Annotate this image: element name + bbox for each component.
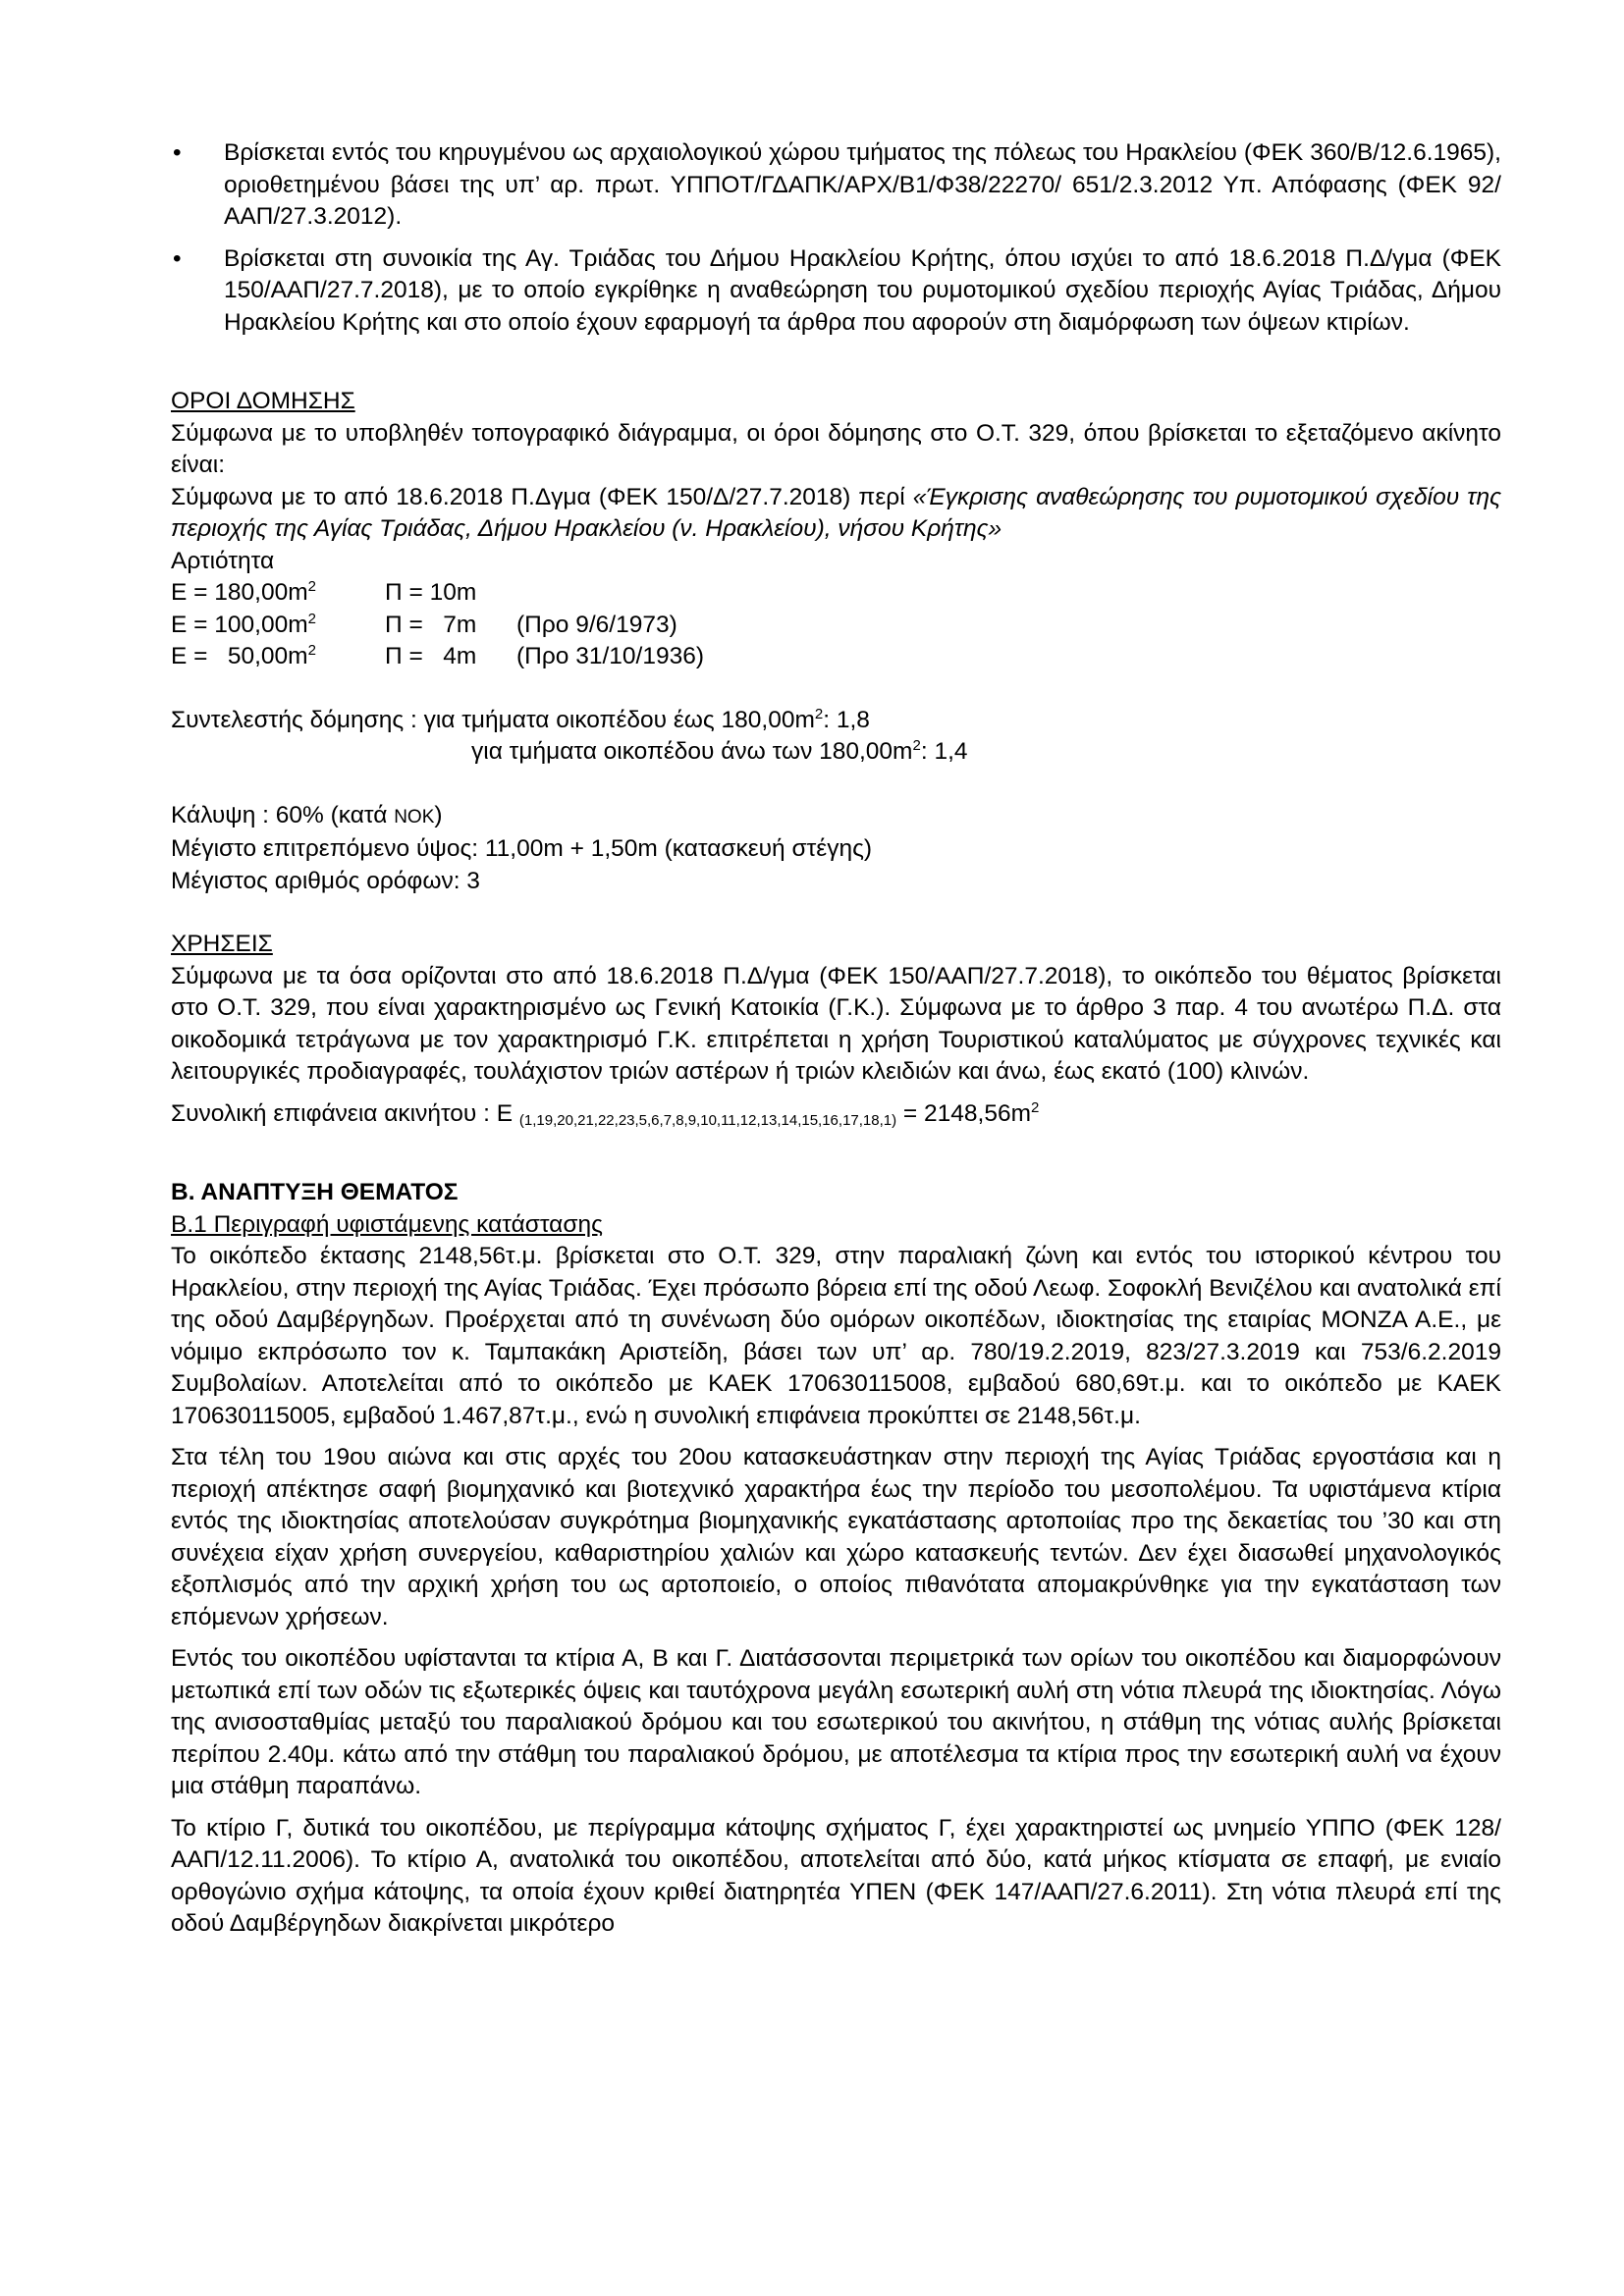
artiotita-label: Αρτιότητα (171, 547, 275, 574)
subsection-heading-b1: Β.1 Περιγραφή υφιστάμενης κατάστασης (171, 1210, 603, 1238)
artiotita-row: $E = 100,00m^2$ Π = 7m (Προ 9/6/1973) (171, 610, 677, 638)
bullet-text: Βρίσκεται στη συνοικία της Αγ. Τριάδας του Δήμου Ηρακλείου Κρήτης, όπου ισχύει το από 18.6.2018 Π.Δ/γμα (ΦΕΚ 150/ΑΑΠ/27.7.2018), με το οποίο εγκρίθηκε η αναθεώρηση του ρυμοτομικού σχεδίου περιοχής Αγίας Τριάδας, Δήμου Ηρακλείου Κρήτης και στο οποίο έχουν εφαρμογή τα άρθρα που αφορούν στη διαμόρφωση των όψεων κτιρίων. (224, 244, 1501, 336)
list-item (171, 137, 1501, 234)
paragraph: Το οικόπεδο έκτασης 2148,56τ.μ. βρίσκεται στο Ο.Τ. 329, στην παραλιακή ζώνη και εντός του ιστορικού κέντρου του Ηρακλείου, στην περιοχή της Αγίας Τριάδας. Έχει πρόσωπο βόρεια επί της οδού Λεωφ. Σοφοκλή Βενιζέλου και ανατολικά επί της οδού Δαμβέργηδων. Προέρχεται από τη συνένωση δύο ομόρων οικοπέδων, ιδιοκτησίας της εταιρίας ΜΟΝΖΑ Α.Ε., με νόμιμο εκπρόσωπο τον κ. Ταμπακάκη Αριστείδη, βάσει των υπ’ αρ. 780/19.2.2019, 823/27.3.2019 και 753/6.2.2019 Συμβολαίων. Αποτελείται από το οικόπεδο με ΚΑΕΚ 170630115008, εμβαδού 680,69τ.μ. και το οικόπεδο με ΚΑΕΚ 170630115005, εμβαδού 1.467,87τ.μ., ενώ η συνολική επιφάνεια προκύπτει σε 2148,56τ.μ. (171, 1243, 1501, 1429)
artiotita-row: $E = 180,00m^2$ Π = 10m (171, 578, 477, 606)
total-area-line: Συνολική επιφάνεια ακινήτου : Ε $_{(1,19,20,21,22,23,5,6,7,8,9,10,11,12,13,14,15,16,17,18,1)} = 2148,56m^2$ (171, 1098, 1040, 1129)
paragraph: Εντός του οικοπέδου υφίστανται τα κτίρια Α, Β και Γ. Διατάσσονται περιμετρικά των ορίων του οικοπέδου και διαμορφώνουν μετωπικά επί των οδών τις εξωτερικές όψεις και ταυτόχρονα μεγάλη εσωτερική αυλή στη νότια πλευρά της ιδιοκτησίας. Λόγω της ανισοσταθμίας μεταξύ του παραλιακού δρόμου και του εσωτερικού του ακινήτου, η στάθμη της νότιας αυλής βρίσκεται περίπου 2.40μ. κάτω από την στάθμη του παραλιακού δρόμου, με αποτέλεσμα τα κτίρια προς την εσωτερική αυλή να έχουν μια στάθμη παραπάνω. (171, 1645, 1501, 1799)
bullet-icon: • (173, 244, 182, 272)
paragraph: Το κτίριο Γ, δυτικά του οικοπέδου, με περίγραμμα κάτοψης σχήματος Γ, έχει χαρακτηριστεί ως μνημείο ΥΠΠΟ (ΦΕΚ 128/ΑΑΠ/12.11.2006). Το κτίριο Α, ανατολικά του οικοπέδου, αποτελείται από δύο, κατά μήκος κτίσματα σε επαφή, με ενιαίο ορθογώνιο σχήμα κάτοψης, τα οποία έχουν κριθεί διατηρητέα ΥΠΕΝ (ΦΕΚ 147/ΑΑΠ/27.6.2011). Στη νότια πλευρά επί της οδού Δαμβέργηδων διακρίνεται μικρότερο (171, 1814, 1501, 1937)
list-item (171, 243, 1501, 340)
bullet-text: Βρίσκεται εντός του κηρυγμένου ως αρχαιολογικού χώρου τμήματος της πόλεως του Ηρακλείου (ΦΕΚ 360/Β/12.6.1965), οριοθετημένου βάσει της υπ’ αρ. πρωτ. ΥΠΠΟΤ/ΓΔΑΠΚ/ΑΡΧ/Β1/Φ38/22270/ 651/2.3.2012 Υπ. Απόφασης (ΦΕΚ 92/ΑΑΠ/27.3.2012). (224, 139, 1501, 230)
xriseis-text: Σύμφωνα με τα όσα ορίζονται στο από 18.6.2018 Π.Δ/γμα (ΦΕΚ 150/ΑΑΠ/27.7.2018), το οικόπεδο του θέματος βρίσκεται στο Ο.Τ. 329, που είναι χαρακτηρισμένο ως Γενική Κατοικία (Γ.Κ.). Σύμφωνα με το άρθρο 3 παρ. 4 του ανωτέρω Π.Δ. στα οικοδομικά τετράγωνα με τον χαρακτηρισμό Γ.Κ. επιτρέπεται η χρήση Τουριστικού καταλύματος με σύγχρονες τεχνικές και λειτουργικές προδιαγραφές, τουλάχιστον τριών αστέρων ή τριών κλειδιών και άνω, έως εκατό (100) κλινών. (171, 962, 1501, 1085)
artiotita-row: $E = 50,00m^2$ Π = 4m (Προ 31/10/1936) (171, 642, 704, 669)
section-heading-xriseis: ΧΡΗΣΕΙΣ (171, 931, 273, 957)
section-heading-b: Β. ΑΝΑΠΤΥΞΗ ΘΕΜΑΤΟΣ (171, 1179, 459, 1205)
oroi-intro: Σύμφωνα με το υποβληθέν τοπογραφικό διάγραμμα, οι όροι δόμησης στο Ο.Τ. 329, όπου βρίσκεται το εξεταζόμενο ακίνητο είναι: (171, 419, 1501, 478)
bullet-icon: • (173, 139, 182, 166)
syntelestis-line-1: Συντελεστής δόμησης : για τμήματα οικοπέδου έως $180,00m^2$: 1,8 (171, 705, 870, 733)
decree-reference: Σύμφωνα με το από 18.6.2018 Π.Δγμα (ΦΕΚ 150/Δ/27.7.2018) περί «Έγκρισης αναθεώρησης του ρυμοτομικού σχεδίου της περιοχής της Αγίας Τριάδας, Δήμου Ηρακλείου (ν. Ηρακλείου), νήσου Κρήτης» (171, 483, 1501, 542)
kalypsi-line: Κάλυψη : 60% (κατά ΝΟΚ) (171, 801, 443, 828)
section-heading-oroi: ΟΡΟΙ ΔΟΜΗΣΗΣ (171, 388, 355, 414)
syntelestis-line-2: για τμήματα οικοπέδου άνω των $180,00m^2$: 1,4 (471, 737, 968, 765)
max-floors-line: Μέγιστος αριθμός ορόφων: 3 (171, 867, 480, 894)
max-height-line: Μέγιστο επιτρεπόμενο ύψος: 11,00m + 1,50m (κατασκευή στέγης) (171, 835, 873, 862)
paragraph: Στα τέλη του 19ου αιώνα και στις αρχές του 20ου κατασκευάστηκαν στην περιοχή της Αγίας Τριάδας εργοστάσια και η περιοχή απέκτησε σαφή βιομηχανικό και βιοτεχνικό χαρακτήρα έως την περίοδο του μεσοπολέμου. Τα υφιστάμενα κτίρια εντός της ιδιοκτησίας αποτελούσαν συγκρότημα βιομηχανικής εγκατάστασης αρτοποιίας προ της δεκαετίας του ’30 και στη συνέχεια είχαν χρήση συνεργείου, καθαριστηρίου χαλιών και χώρο κατασκευής τεντών. Δεν έχει διασωθεί μηχανολογικός εξοπλισμός από την αρχική χρήση του ως αρτοποιείο, ο οποίος πιθανότατα απομακρύνθηκε για την εγκατάσταση των επόμενων χρήσεων. (171, 1444, 1501, 1630)
